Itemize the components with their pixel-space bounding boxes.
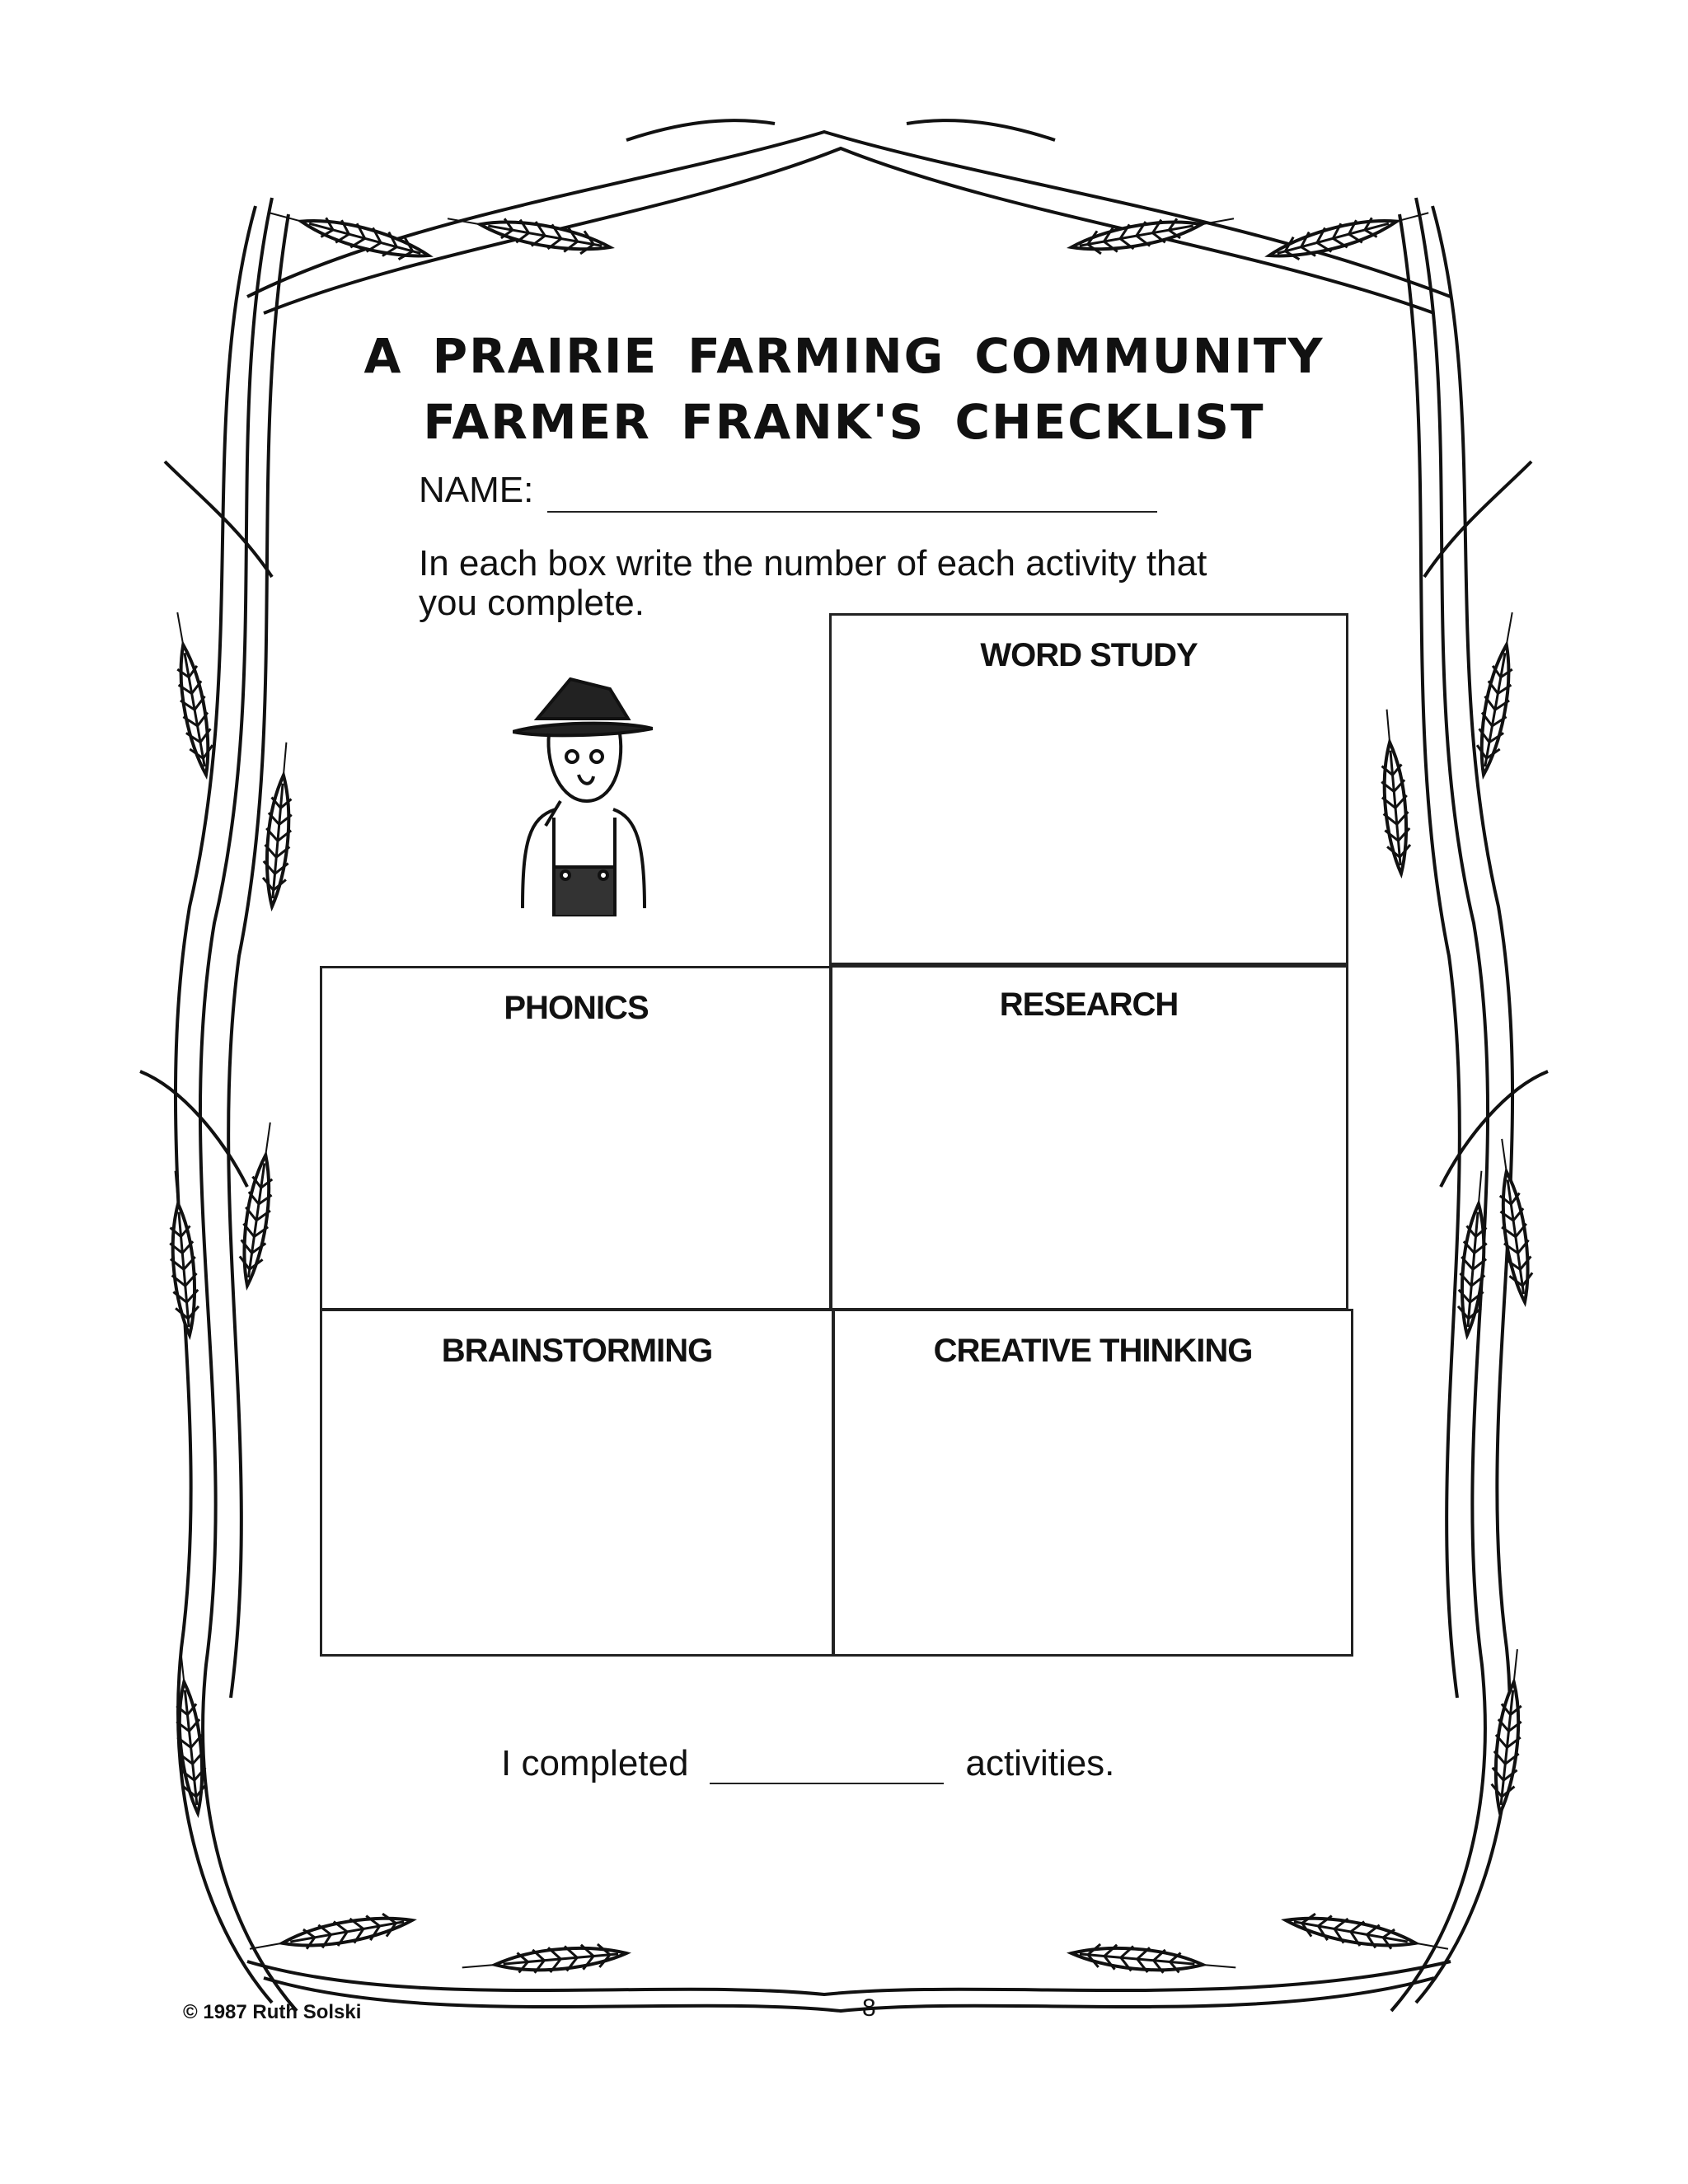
name-label: NAME: — [419, 470, 534, 510]
phonics-box[interactable] — [320, 966, 832, 1310]
instructions-text: In each box write the number of each activity that you complete. — [419, 543, 1207, 623]
copyright-notice: © 1987 Ruth Solski — [183, 2001, 362, 2023]
name-field[interactable] — [547, 511, 1157, 513]
brainstorming-label: BRAINSTORMING — [441, 1333, 713, 1369]
brainstorming-box[interactable] — [320, 1309, 834, 1657]
creative-thinking-label: CREATIVE THINKING — [933, 1333, 1253, 1369]
word-study-box[interactable] — [829, 613, 1348, 968]
page-title: A PRAIRIE FARMING COMMUNITY — [363, 328, 1325, 384]
phonics-label: PHONICS — [504, 990, 649, 1026]
page-number: 8 — [862, 1994, 876, 2022]
page-subtitle: FARMER FRANK'S CHECKLIST — [423, 394, 1265, 450]
completed-sentence — [501, 1743, 1114, 1784]
completed-suffix: activities. — [965, 1743, 1115, 1783]
word-study-label: WORD STUDY — [980, 637, 1198, 673]
completed-count-field[interactable] — [710, 1750, 944, 1784]
research-box[interactable] — [829, 963, 1348, 1310]
completed-prefix: I completed — [501, 1743, 689, 1783]
creative-thinking-box[interactable] — [832, 1309, 1353, 1657]
farmer-frank-icon — [513, 677, 653, 916]
research-label: RESEARCH — [999, 987, 1179, 1023]
